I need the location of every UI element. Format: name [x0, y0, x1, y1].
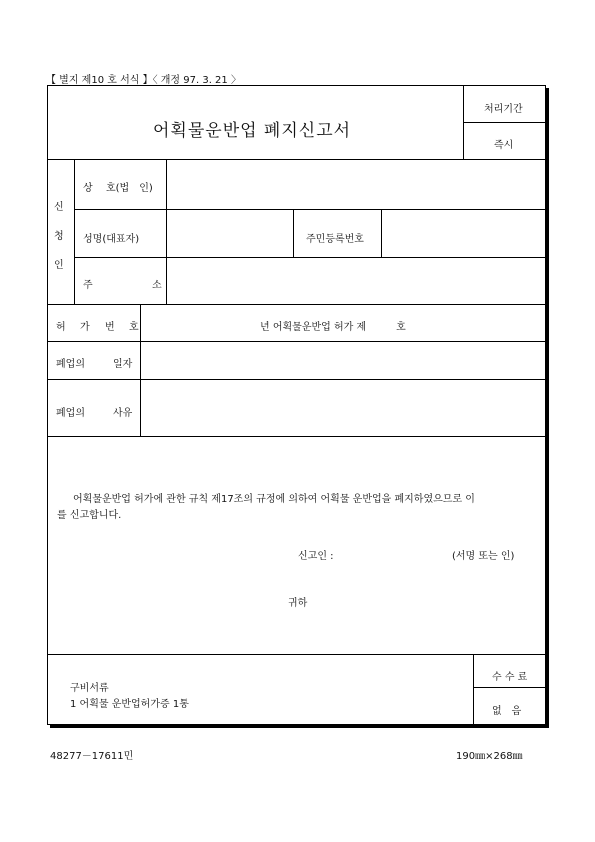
trade-name-field[interactable]	[170, 162, 540, 206]
form-code: 48277－17611민	[50, 751, 134, 762]
permit-number-label-1: 허	[56, 322, 66, 333]
form-title: 어획물운반업 폐지신고서	[153, 121, 352, 141]
divider	[166, 159, 167, 304]
applicant-side-label-1: 신	[54, 202, 64, 213]
closure-reason-label-a: 폐업의	[56, 408, 85, 419]
resident-number-label: 주민등록번호	[306, 234, 364, 245]
closure-reason-label-b: 사유	[113, 408, 133, 419]
divider	[473, 687, 547, 688]
reporter-label: 신고인 :	[298, 551, 334, 562]
reporter-signature-field[interactable]	[348, 542, 448, 560]
addressee-label: 귀하	[288, 598, 308, 609]
processing-period-label: 처리기간	[484, 104, 523, 115]
documents-title: 구비서류	[70, 683, 109, 694]
report-form	[47, 85, 546, 725]
representative-name-label: 성명(대표자)	[83, 234, 140, 245]
closure-reason-field[interactable]	[144, 382, 540, 434]
processing-period-value: 즉시	[494, 140, 514, 151]
closure-date-label-b: 일자	[113, 359, 133, 370]
divider	[48, 304, 547, 305]
divider	[140, 304, 141, 436]
statement-line-2: 를 신고합니다.	[57, 510, 122, 521]
address-field[interactable]	[170, 260, 540, 302]
permit-number-label-3: 번	[105, 322, 115, 333]
fee-label: 수 수 료	[492, 672, 528, 683]
divider	[74, 159, 75, 304]
address-label-b: 소	[152, 280, 162, 291]
documents-item: 1 어획물 운반업허가증 1통	[70, 699, 189, 710]
paper-size: 190㎜×268㎜	[456, 751, 523, 762]
closure-date-label-a: 폐업의	[56, 359, 85, 370]
closure-date-field[interactable]	[144, 344, 540, 378]
divider	[48, 341, 547, 342]
statement-line-1: 어획물운반업 허가에 관한 규칙 제17조의 규정에 의하여 어획물 운반업을 폐지하였으므로 이	[73, 494, 475, 505]
trade-name-label-a: 상	[83, 183, 93, 194]
permit-number-label-4: 호	[129, 322, 139, 333]
permit-number-text[interactable]: 년 어획물운반업 허가 제 호	[260, 322, 406, 333]
divider	[48, 159, 547, 160]
resident-number-field[interactable]	[385, 212, 540, 256]
signature-hint: (서명 또는 인)	[452, 551, 515, 562]
divider	[381, 209, 382, 257]
fee-value: 없 음	[492, 706, 522, 717]
divider	[48, 379, 547, 380]
divider	[74, 209, 547, 210]
applicant-side-label-3: 인	[54, 260, 64, 271]
form-shadow-right	[546, 88, 549, 728]
divider	[473, 654, 474, 726]
applicant-side-label-2: 청	[54, 231, 64, 242]
form-shadow-bottom	[50, 725, 549, 728]
divider	[74, 257, 547, 258]
permit-number-label-2: 가	[80, 322, 90, 333]
divider	[293, 209, 294, 257]
trade-name-label-b: 호(법 인)	[106, 183, 153, 194]
representative-name-field[interactable]	[170, 212, 290, 256]
address-label-a: 주	[83, 280, 93, 291]
form-header-note: 【 별지 제10 호 서식 】〈 개정 97. 3. 21 〉	[46, 75, 241, 86]
divider	[48, 436, 547, 437]
divider	[463, 122, 547, 123]
